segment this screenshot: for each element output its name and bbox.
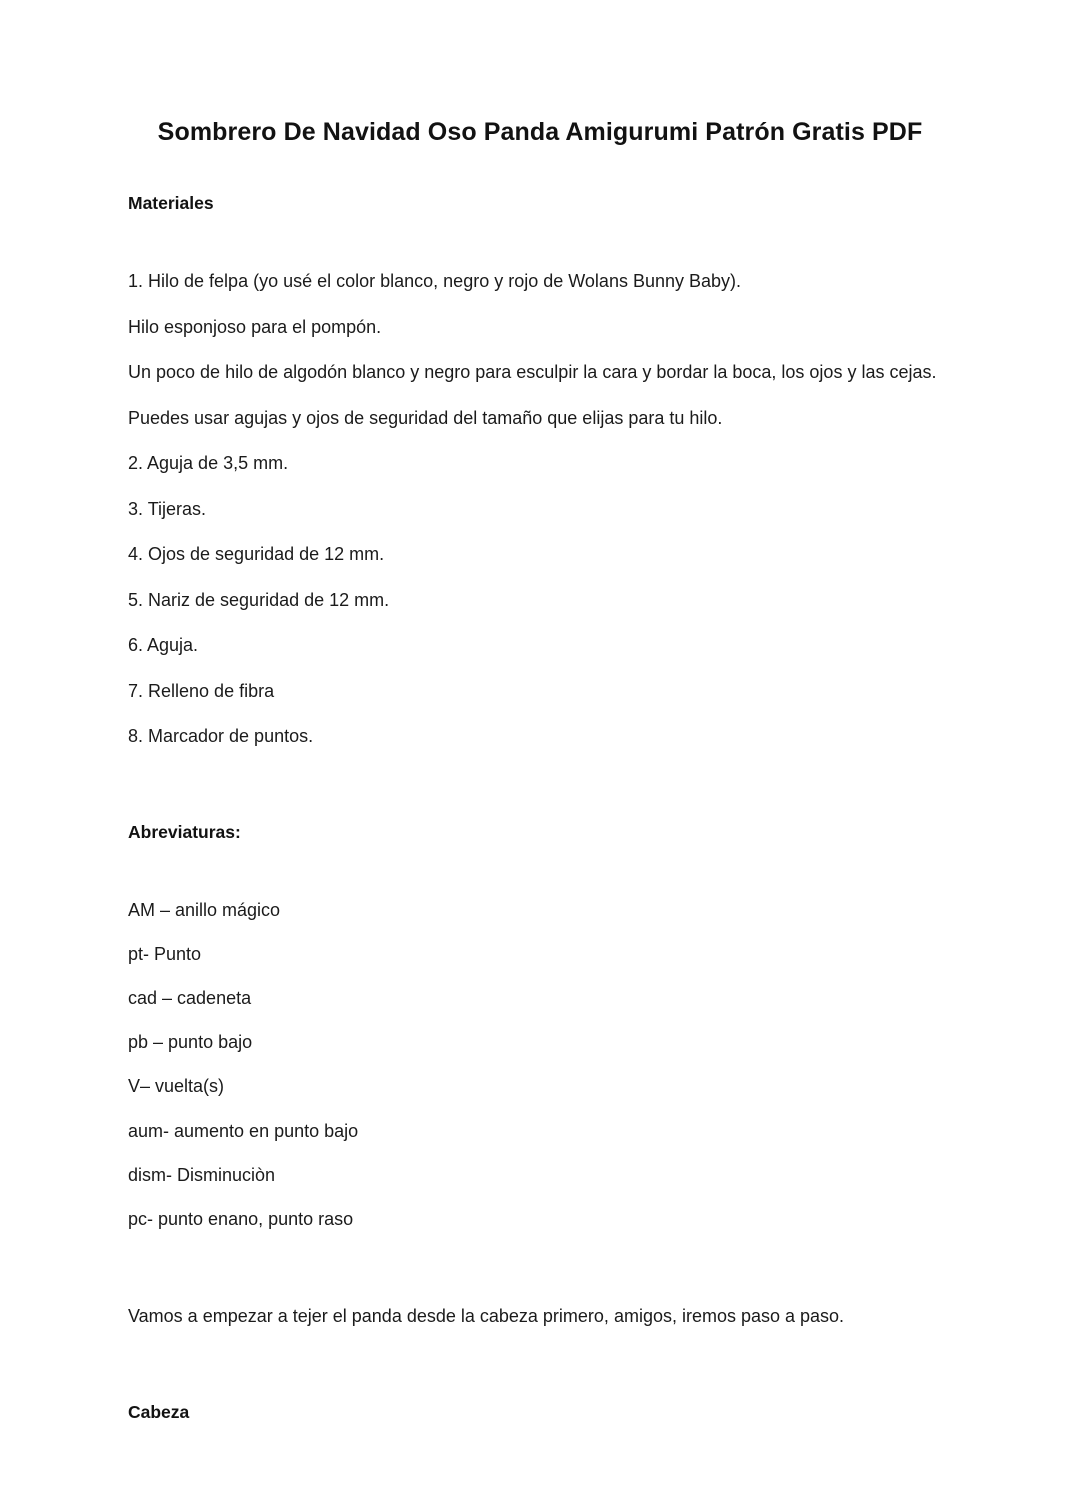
list-item: V– vuelta(s) <box>128 1076 225 1097</box>
list-item: aum- aumento en punto bajo <box>128 1120 359 1141</box>
spacer <box>128 1231 952 1305</box>
list-item: 8. Marcador de puntos. <box>128 726 314 747</box>
list-item: AM – anillo mágico <box>128 900 281 921</box>
list-item: dism- Disminuciòn <box>128 1164 276 1185</box>
list-item: cad – cadeneta <box>128 988 252 1009</box>
list-item: pb – punto bajo <box>128 1032 253 1053</box>
list-item: pt- Punto <box>128 944 202 965</box>
spacer <box>128 214 952 270</box>
abbreviations-list <box>128 899 952 1230</box>
list-item: 1. Hilo de felpa (yo usé el color blanco, negro y rojo de Wolans Bunny Baby). <box>128 271 742 291</box>
list-item: pc- punto enano, punto raso <box>128 1208 354 1229</box>
list-item: Puedes usar agujas y ojos de seguridad del tamaño que elijas para tu hilo. <box>128 407 723 428</box>
list-item: Un poco de hilo de algodón blanco y negro para esculpir la cara y bordar la boca, los ojos y las cejas. <box>128 362 937 383</box>
list-item: 4. Ojos de seguridad de 12 mm. <box>128 544 385 565</box>
spacer <box>128 147 952 193</box>
spacer <box>128 843 952 899</box>
list-item: 3. Tijeras. <box>128 498 207 519</box>
section-heading-materiales: Materiales <box>128 193 214 213</box>
materials-list <box>128 270 952 748</box>
list-item: 7. Relleno de fibra <box>128 680 275 701</box>
list-item: Hilo esponjoso para el pompón. <box>128 316 382 337</box>
list-item: 6. Aguja. <box>128 635 199 656</box>
spacer <box>128 1328 952 1402</box>
list-item: 2. Aguja de 3,5 mm. <box>128 453 289 474</box>
list-item: 5. Nariz de seguridad de 12 mm. <box>128 589 390 610</box>
page-title: Sombrero De Navidad Oso Panda Amigurumi Patrón Gratis PDF <box>157 118 923 146</box>
section-heading-abreviaturas: Abreviaturas: <box>128 822 241 843</box>
intro-paragraph: Vamos a empezar a tejer el panda desde la cabeza primero, amigos, iremos paso a paso. <box>128 1305 845 1326</box>
section-heading-cabeza: Cabeza <box>128 1401 190 1422</box>
spacer <box>128 748 952 822</box>
